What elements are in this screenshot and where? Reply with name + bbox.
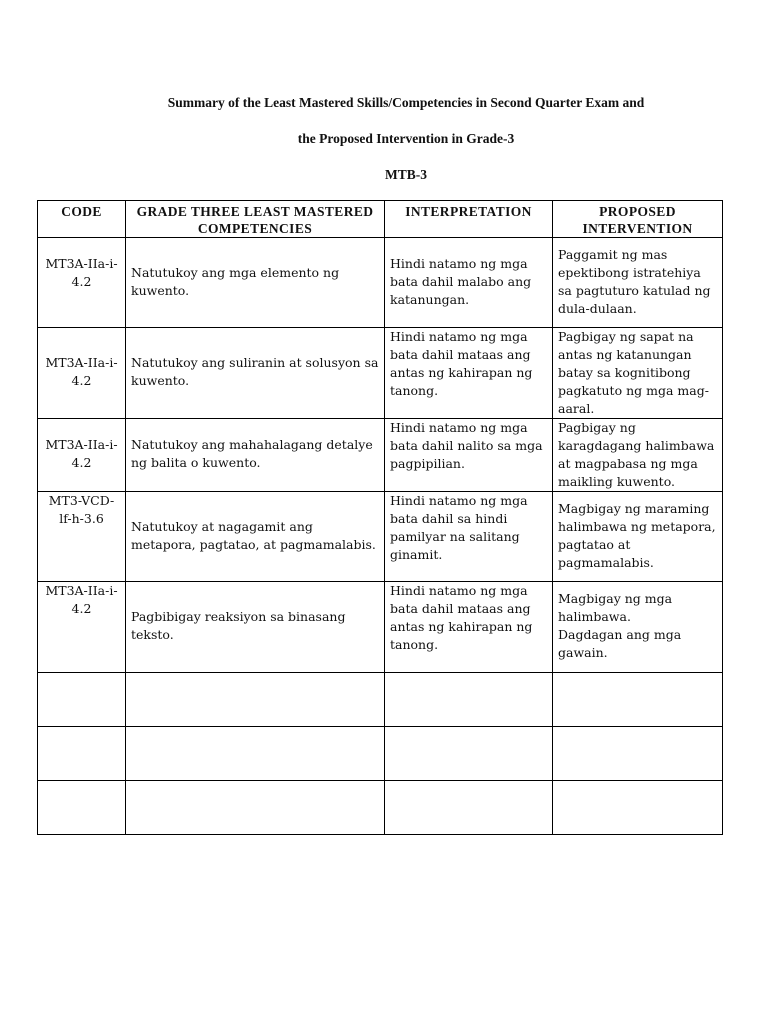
header-competency: GRADE THREE LEAST MASTERED COMPETENCIES [126, 201, 385, 238]
table-row [38, 419, 723, 492]
intervention-cell: Pagbigay ng karagdagang halimbawa at magpabasa ng mga maikling kuwento. [553, 419, 723, 492]
interpretation-cell: Hindi natamo ng mga bata dahil mataas ang antas ng kahirapan ng tanong. [385, 328, 553, 419]
empty-cell [126, 781, 385, 835]
document-title-line-2: the Proposed Intervention in Grade-3 [297, 131, 515, 146]
table-row-empty [38, 673, 723, 727]
document-title-line-1: Summary of the Least Mastered Skills/Competencies in Second Quarter Exam and [167, 95, 645, 110]
code-cell: MT3A-IIa-i-4.2 [38, 328, 126, 419]
table-row [38, 328, 723, 419]
competency-cell: Natutukoy ang mahahalagang detalye ng balita o kuwento. [126, 419, 385, 492]
empty-cell [385, 673, 553, 727]
empty-cell [385, 781, 553, 835]
interpretation-cell: Hindi natamo ng mga bata dahil mataas ang antas ng kahirapan ng tanong. [385, 582, 553, 673]
competency-cell: Pagbibigay reaksiyon sa binasang teksto. [126, 582, 385, 673]
interpretation-cell: Hindi natamo ng mga bata dahil malabo ang katanungan. [385, 238, 553, 328]
header-code: CODE [38, 201, 126, 238]
competency-table [37, 200, 723, 835]
empty-cell [126, 727, 385, 781]
empty-cell [38, 727, 126, 781]
table-header-row [38, 201, 723, 238]
intervention-cell: Magbigay ng maraming halimbawa ng metapora, pagtatao at pagmamalabis. [553, 492, 723, 582]
competency-cell: Natutukoy ang mga elemento ng kuwento. [126, 238, 385, 328]
header-intervention: PROPOSED INTERVENTION [553, 201, 723, 238]
competency-cell: Natutukoy ang suliranin at solusyon sa kuwento. [126, 328, 385, 419]
intervention-cell: Pagbigay ng sapat na antas ng katanungan batay sa kognitibong pagkatuto ng mga mag-aaral. [553, 328, 723, 419]
code-cell: MT3-VCD-lf-h-3.6 [38, 492, 126, 582]
intervention-cell: Paggamit ng mas epektibong istratehiya sa pagtuturo katulad ng dula-dulaan. [553, 238, 723, 328]
document-subject: MTB-3 [385, 167, 427, 182]
empty-cell [38, 781, 126, 835]
empty-cell [385, 727, 553, 781]
table-row-empty [38, 781, 723, 835]
empty-cell [38, 673, 126, 727]
code-cell: MT3A-IIa-i-4.2 [38, 238, 126, 328]
table-row [38, 238, 723, 328]
table-row [38, 492, 723, 582]
empty-cell [553, 781, 723, 835]
intervention-line: Dagdagan ang mga gawain. [558, 627, 682, 660]
table-row-empty [38, 727, 723, 781]
empty-cell [553, 673, 723, 727]
competency-cell: Natutukoy at nagagamit ang metapora, pagtatao, at pagmamalabis. [126, 492, 385, 582]
empty-cell [553, 727, 723, 781]
code-cell: MT3A-IIa-i-4.2 [38, 582, 126, 673]
code-cell: MT3A-IIa-i-4.2 [38, 419, 126, 492]
empty-cell [126, 673, 385, 727]
table-row [38, 582, 723, 673]
interpretation-cell: Hindi natamo ng mga bata dahil sa hindi pamilyar na salitang ginamit. [385, 492, 553, 582]
interpretation-cell: Hindi natamo ng mga bata dahil nalito sa mga pagpipilian. [385, 419, 553, 492]
intervention-cell [553, 582, 723, 673]
intervention-line: Magbigay ng mga halimbawa. [558, 591, 673, 624]
header-interpretation: INTERPRETATION [385, 201, 553, 238]
